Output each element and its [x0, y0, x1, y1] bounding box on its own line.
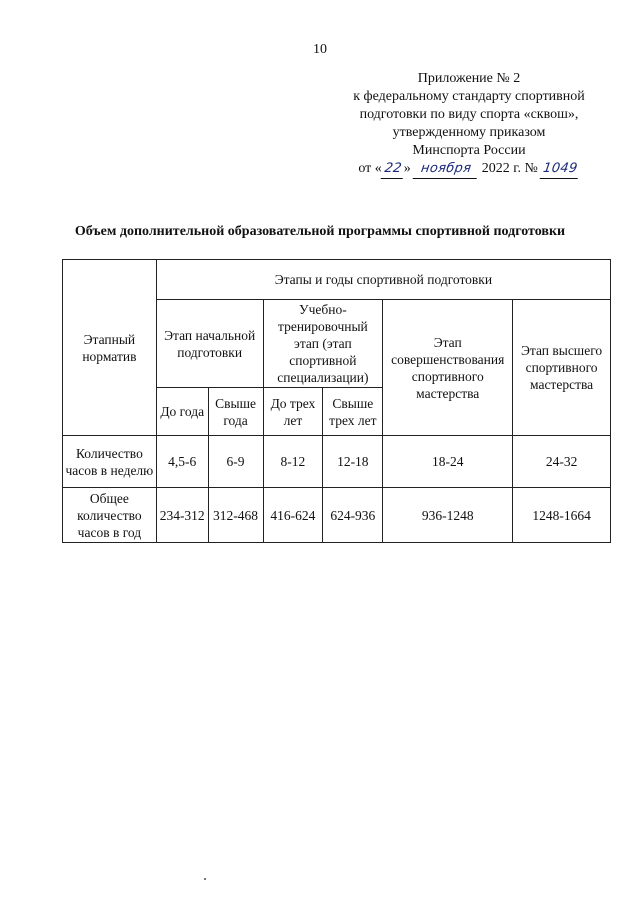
table-row [63, 436, 611, 488]
row-header-cell: Этапный норматив [63, 260, 157, 436]
appendix-line-4: утвержденному приказом [392, 125, 546, 140]
scan-speck [204, 878, 206, 880]
table-cell: 234-312 [156, 488, 208, 543]
period-training-2: Свыше трех лет [323, 388, 383, 436]
group-header-cell: Этапы и годы спортивной подготовки [156, 260, 610, 300]
appendix-header [330, 70, 608, 179]
appendix-line-2: к федеральному стандарту спортивной [353, 89, 585, 104]
period-initial-1: До года [156, 388, 208, 436]
table-cell: 1248-1664 [513, 488, 611, 543]
table-cell: 24-32 [513, 436, 611, 488]
stage-higher-header: Этап высшего спортивного мастерства [513, 300, 611, 436]
appendix-line-1: Приложение № 2 [417, 71, 521, 86]
table-cell: 312-468 [208, 488, 263, 543]
stage-improvement-header: Этап совершенствования спортивного мастерства [383, 300, 513, 436]
table-cell: 936-1248 [383, 488, 513, 543]
order-prefix: от « [358, 161, 382, 176]
table-cell: 6-9 [208, 436, 263, 488]
table-cell: 8-12 [263, 436, 323, 488]
table-cell: 624-936 [323, 488, 383, 543]
stage-initial-header: Этап начальной подготовки [156, 300, 263, 388]
table-cell: 12-18 [323, 436, 383, 488]
order-mid: » [403, 161, 411, 176]
training-volume-table [62, 259, 611, 543]
table-cell: 416-624 [263, 488, 323, 543]
order-month-handwritten: ноября [413, 160, 480, 179]
table-row [63, 488, 611, 543]
appendix-line-5: Минспорта России [412, 143, 526, 158]
stage-training-header: Учебно-тренировочный этап (этап спортивной специализации) [263, 300, 383, 388]
table-cell: 18-24 [383, 436, 513, 488]
appendix-line-3: подготовки по виду спорта «сквош», [359, 107, 579, 122]
document-title: Объем дополнительной образовательной программы спортивной подготовки [74, 224, 566, 239]
order-date-line [330, 160, 608, 179]
row-label: Количество часов в неделю [63, 436, 157, 488]
table-cell: 4,5-6 [156, 436, 208, 488]
page-number: 10 [313, 42, 327, 57]
order-number-handwritten: 1049 [540, 160, 581, 179]
order-year: 2022 г. № [481, 161, 538, 176]
row-label: Общее количество часов в год [63, 488, 157, 543]
period-training-1: До трех лет [263, 388, 323, 436]
order-day-handwritten: 22 [380, 160, 405, 179]
period-initial-2: Свыше года [208, 388, 263, 436]
table-header-row-1 [63, 260, 611, 300]
